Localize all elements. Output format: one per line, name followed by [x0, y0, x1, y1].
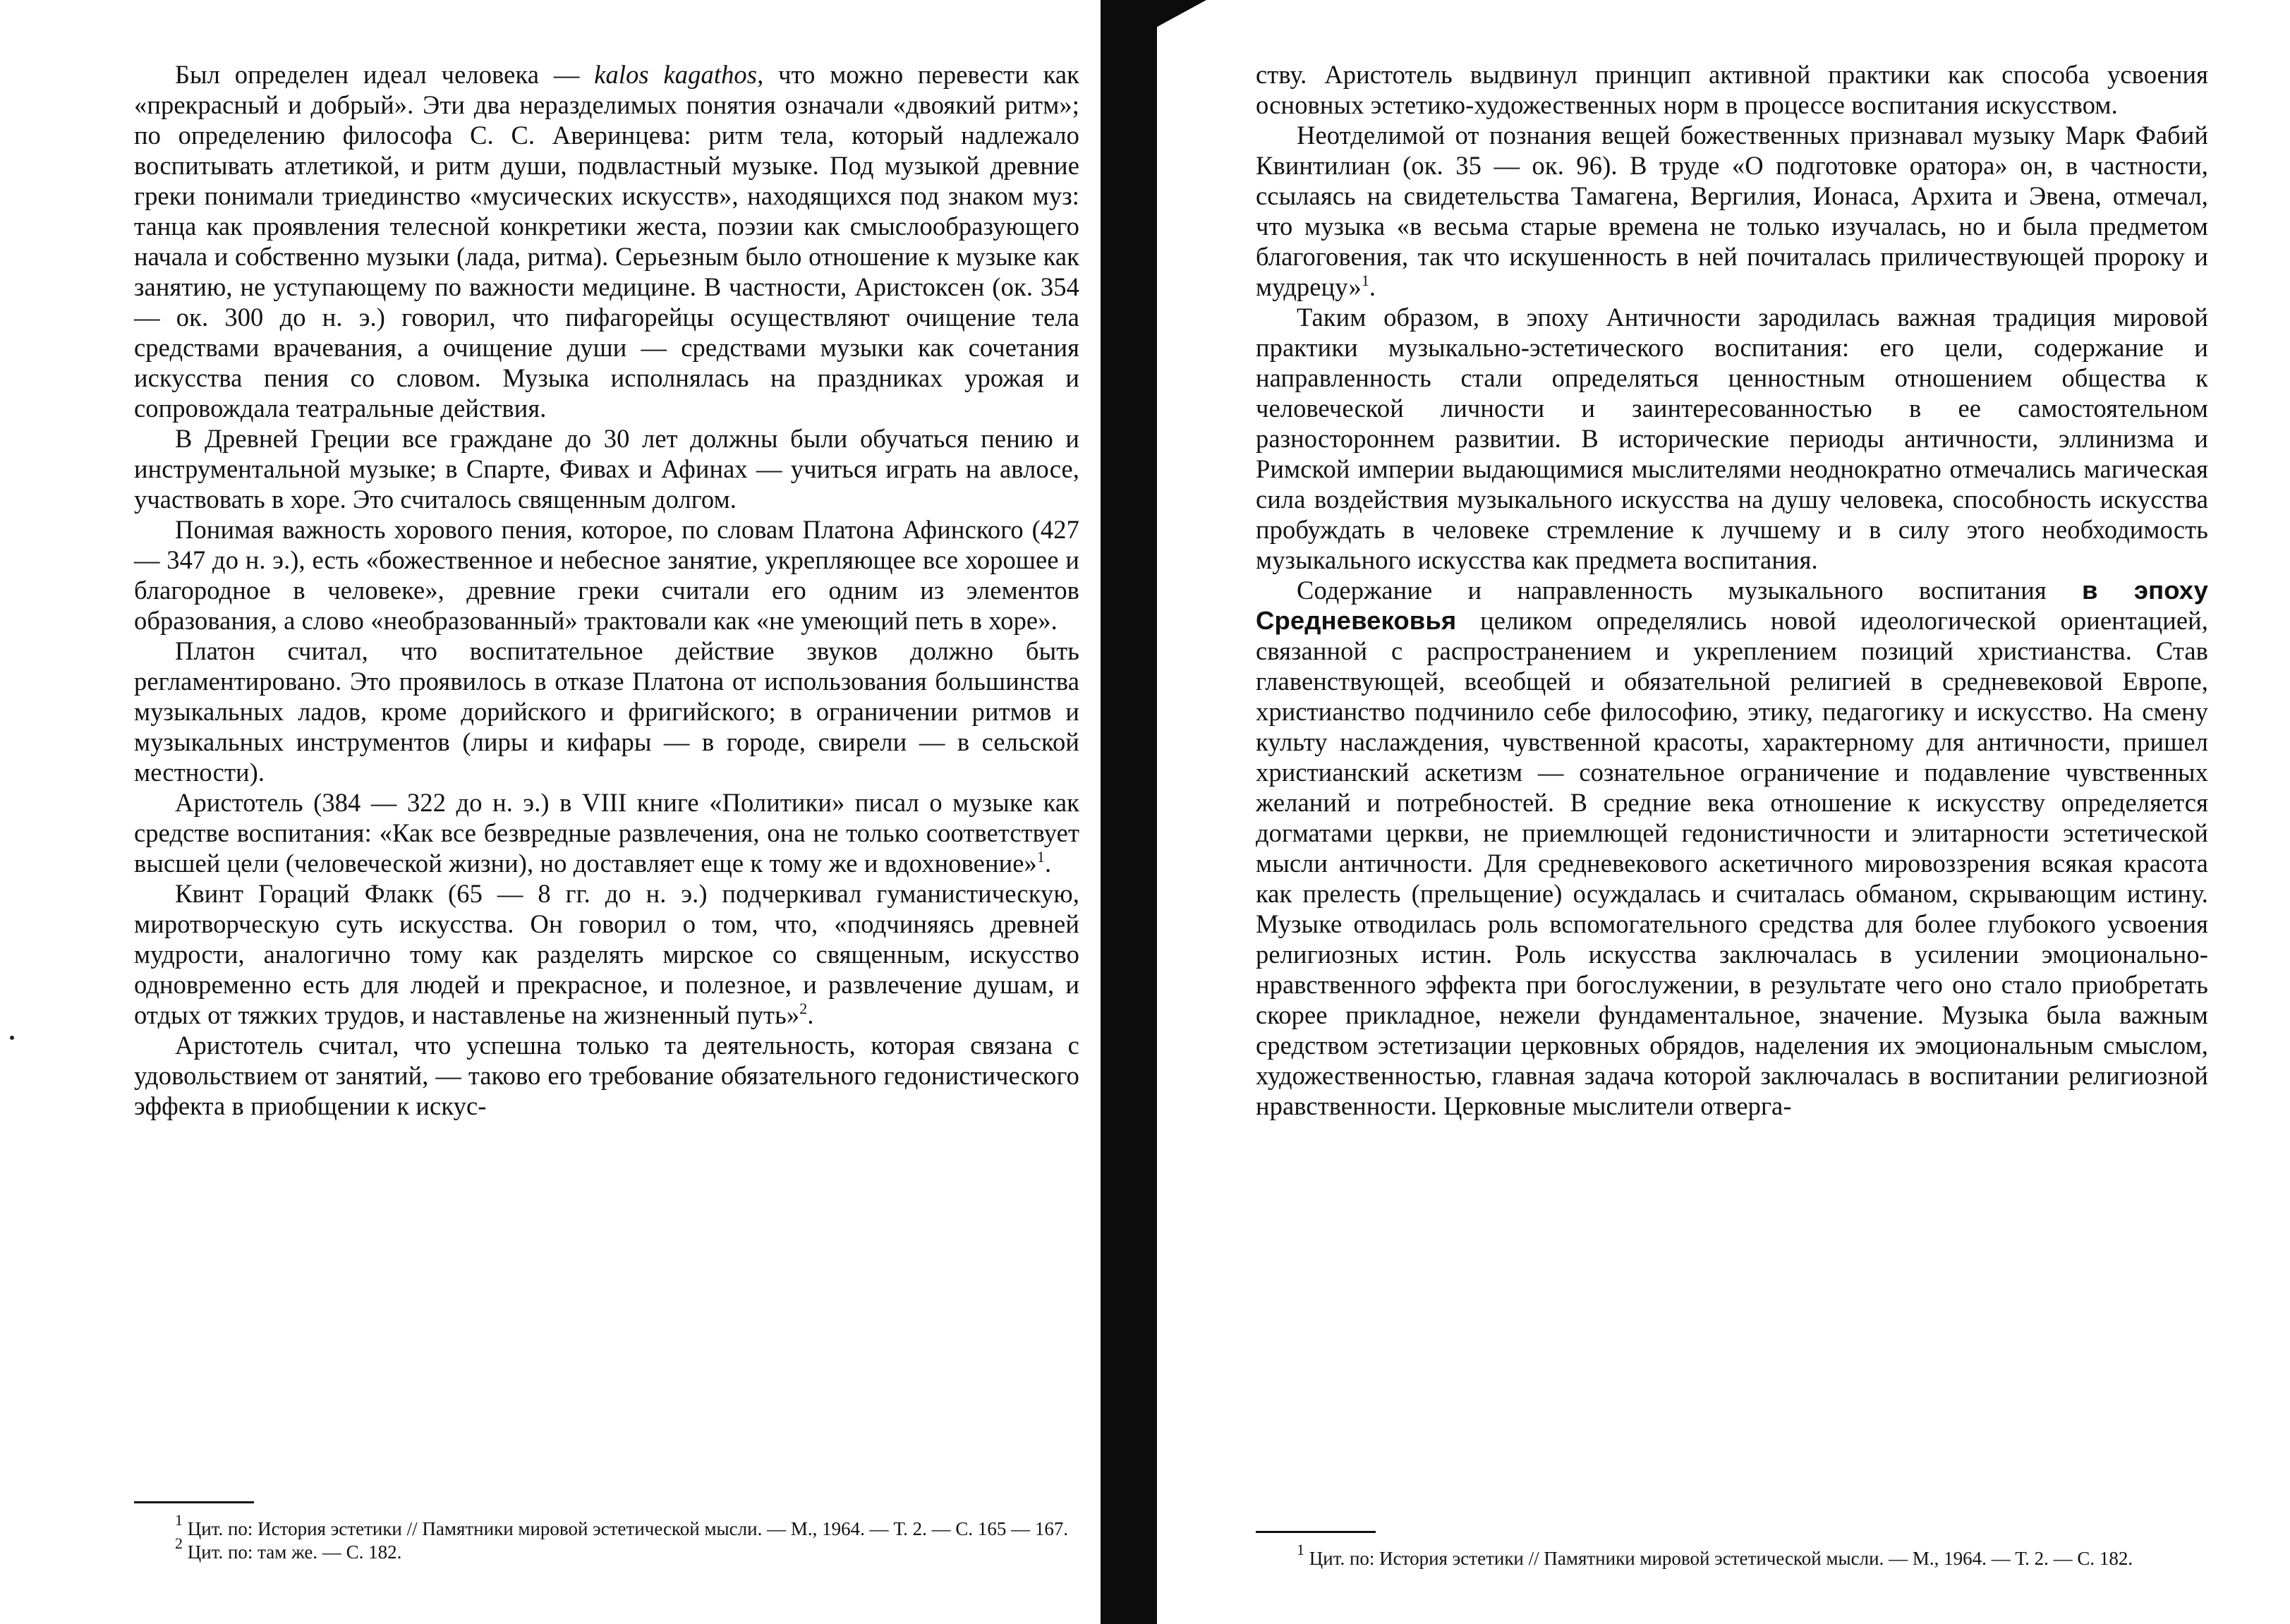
right-text-column	[1256, 59, 2208, 1121]
right-footnotes	[1256, 1531, 2208, 1570]
paragraph-ideal: Был определен идеал человека — kalos kagathos, что можно перевести как «прекрасный и добрый». Эти два неразделимых понятия означали «двоякий ритм»; по определению философа С. С. Аверинцева: ритм тела, который надлежало воспитывать атлетикой, и ритм души, подвластный музыке. Под музыкой древние греки понимали триединство «мусических искусств», находящихся под знаком муз: танца как проявления телесной конкретики жеста, поэзии как смыслообразующего начала и собственно музыки (лада, ритма). Серьезным было отношение к музыке как занятию, не уступающему по важности медицине. В частности, Аристоксен (ок. 354 — ок. 300 до н. э.) говорил, что пифагорейцы осуществляют очищение тела средствами врачевания, а очищение души — средствами музыки как сочетания искусства пения со словом. Музыка исполнялась на праздниках урожая и сопровождала театральные действия.	[134, 60, 1080, 423]
run-in-heading: в эпоху Средневековья	[1256, 576, 2208, 635]
paragraph-quintilian: Неотделимой от познания вещей божественных признавал музыку Марк Фабий Квинтилиан (ок. 35 — ок. 96). В труде «О подготовке оратора» он, в частности, ссылаясь на свидетельства Тамагена, Вергилия, Ионаса, Архита и Эвена, отмечал, что музыка «в весьма старые времена не только изучалась, но и была предметом благоговения, так что искушенность в ней почиталась приличествующей пророку и мудрецу»$^1$.	[1256, 121, 2208, 301]
paragraph-choral-singing: Понимая важность хорового пения, которое, по словам Платона Афинского (427 — 347 до н. э.), есть «божественное и небесное занятие, укрепляющее все хорошее и благородное в человеке», древние греки считали его одним из элементов образования, а слово «необразованный» трактовали как «не умеющий петь в хоре».	[134, 515, 1079, 635]
footnote-ref: 1	[1036, 848, 1046, 866]
footnote-divider	[1256, 1531, 1376, 1533]
footnote-ref: 2	[799, 1000, 808, 1017]
paragraph-horace: Квинт Гораций Флакк (65 — 8 гг. до н. э.) подчеркивал гуманистическую, миротворческую суть искусства. Он говорил о том, что, «подчиняясь древней мудрости, аналогично тому как разделять мирское со священным, искусство одновременно есть для людей и прекрасное, и полезное, и развлечение душам, и отдых от тяжких трудов, и наставленье на жизненный путь»$^2$.	[134, 879, 1079, 1029]
paragraph-aristotle-pleasure: Аристотель считал, что успешна только та деятельность, которая связана с удовольствием от занятий, — таково его требование обязательного гедонистического эффекта в приобщении к искус-	[134, 1031, 1079, 1120]
footnote-divider	[134, 1501, 254, 1503]
footnote: $^2$ Цит. по: там же. — С. 182.	[175, 1534, 402, 1563]
footnote: $^1$ Цит. по: История эстетики // Памятники мировой эстетической мысли. — М., 1964. — Т. 2. — С. 165 — 167.	[175, 1511, 1069, 1539]
paragraph-middle-ages: Содержание и направленность музыкального воспитания в эпоху Средневековья целиком определялись новой идеологической ориентацией, связанной с распространением и укреплением позиций христианства. Став главенствующей, всеобщей и обязательной религией в средневековой Европе, христианство подчинило себе философию, этику, педагогику и искусство. На смену культу наслаждения, чувственной красоты, характерному для античности, пришел христианский аскетизм — сознательное ограничение и подавление чувственных желаний и потребностей. В средние века отношение к искусству определяется догматами церкви, не приемлющей гедонистичности и элитарности эстетической мысли античности. Для средневекового аскетичного мировоззрения всякая красота как прелесть (прельщение) осуждалась и считалась обманом, скрывающим истину. Музыке отводилась роль вспомогательного средства для более глубокого усвоения религиозных истин. Роль искусства заключалась в усилении эмоционально-нравственного эффекта при богослужении, в результате чего оно стало приобретать скорее прикладное, нежели фундаментальное, значение. Музыка была важным средством эстетизации церковных обрядов, наделения их эмоциональным смыслом, художественностью, главная задача которой заключалась в воспитании религиозной нравственности. Церковные мыслители отверга-	[1256, 576, 2208, 1120]
paragraph-continuation: ству. Аристотель выдвинул принцип активной практики как способа усвоения основных эстетико-художественных норм в процессе воспитания искусством.	[1256, 60, 2208, 119]
paragraph-plato: Платон считал, что воспитательное действие звуков должно быть регламентировано. Это проявилось в отказе Платона от использования большинства музыкальных ладов, кроме дорийского и фригийского; в ограничении ритмов и музыкальных инструментов (лиры и кифары — в городе, свирели — в сельской местности).	[134, 636, 1079, 787]
paragraph-antiquity-tradition: Таким образом, в эпоху Античности зародилась важная традиция мировой практики музыкально-эстетического воспитания: его цели, содержание и направленность стали определяться ценностным отношением общества к человеческой личности и заинтересованностью в ее самостоятельном разностороннем развитии. В исторические периоды античности, эллинизма и Римской империи выдающимися мыслителями неоднократно отмечались магическая сила воздействия музыкального искусства на душу человека, способность искусства пробуждать в человеке стремление к лучшему и в силу этого необходимость музыкального искусства как предмета воспитания.	[1256, 303, 2208, 574]
footnote: $^1$ Цит. по: История эстетики // Памятники мировой эстетической мысли. — М., 1964. — Т. 2. — С. 182.	[1297, 1541, 2133, 1569]
left-page	[0, 0, 1129, 1624]
scan-speck	[10, 1036, 14, 1040]
paragraph-aristotle-politics: Аристотель (384 — 322 до н. э.) в VIII книге «Политики» писал о музыке как средстве воспитания: «Как все безвредные развлечения, она не только соответствует высшей цели (человеческой жизни), но доставляет еще к тому же и вдохновение»$^1$.	[134, 788, 1079, 878]
left-footnotes	[134, 1501, 1079, 1564]
paragraph-greece-education: В Древней Греции все граждане до 30 лет должны были обучаться пению и инструментальной музыке; в Спарте, Фивах и Афинах — учиться играть на авлосе, участвовать в хоре. Это считалось священным долгом.	[134, 424, 1079, 514]
right-page	[1129, 0, 2290, 1624]
footnote-ref: 1	[1361, 272, 1369, 289]
left-text-column	[134, 59, 1079, 1121]
